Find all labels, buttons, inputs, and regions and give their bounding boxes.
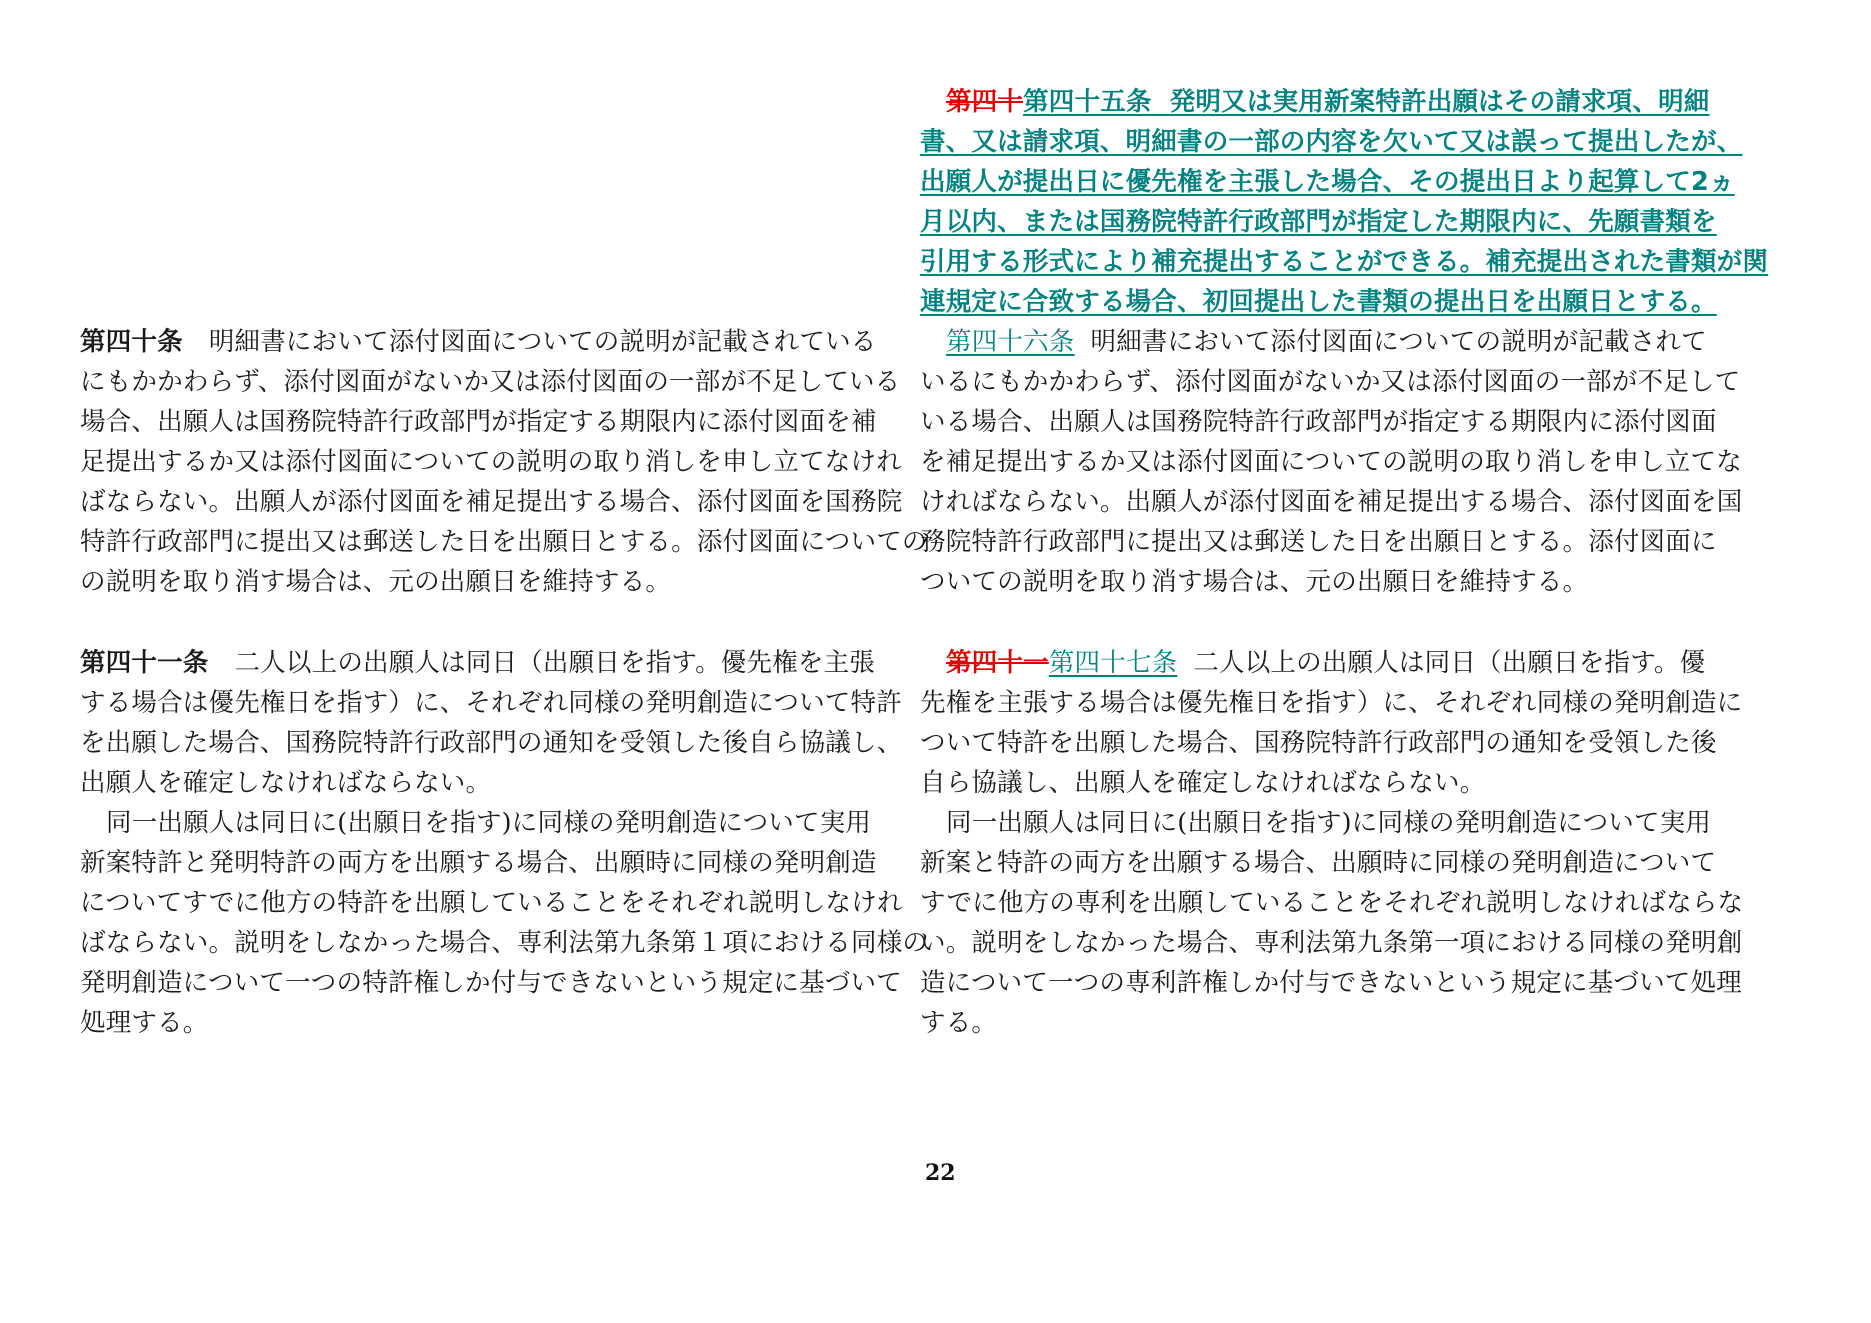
text-line [920, 122, 1750, 162]
page-number: 22 [925, 1160, 956, 1186]
text-line [920, 282, 1750, 322]
text-line [920, 643, 1750, 683]
text-line: 自ら協議し、出願人を確定しなければならない。 [920, 768, 1486, 798]
text-line: する場合は優先権日を指す）に、それぞれ同様の発明創造について特許 [80, 688, 902, 718]
text-line: ついて特許を出願した場合、国務院特許行政部門の通知を受領した後 [920, 728, 1717, 758]
text-line [920, 162, 1750, 202]
text-span: 二人以上の出願人は同日（出願日を指す。優先権を主張 [234, 648, 875, 678]
inserted-text: 引用する形式により補充提出することができる。補充提出された書類が関 [920, 247, 1769, 277]
article-title: 第四十条 [80, 327, 183, 357]
article-40-left [80, 322, 928, 602]
deleted-article-number: 第四十一 [946, 648, 1049, 678]
text-line: 先権を主張する場合は優先権日を指す）に、それぞれ同様の発明創造に [920, 688, 1743, 718]
text-line: にもかかわらず、添付図面がないか又は添付図面の一部が不足している [80, 367, 901, 397]
text-line: 場合、出願人は国務院特許行政部門が指定する期限内に添付図面を補 [80, 407, 877, 437]
article-41-left [80, 643, 929, 1043]
text-line [920, 202, 1750, 242]
text-line: ばならない。出願人が添付図面を補足提出する場合、添付図面を国務院 [80, 487, 903, 517]
text-line: ばならない。説明をしなかった場合、専利法第九条第１項における同様の [80, 928, 929, 958]
text-line [920, 82, 1750, 122]
article-47-right [920, 643, 1750, 1043]
inserted-text: 書、又は請求項、明細書の一部の内容を欠いて又は誤って提出したが、 [920, 127, 1743, 157]
text-line: 出願人を確定しなければならない。 [80, 768, 492, 798]
deleted-article-number: 第四十 [946, 87, 1024, 117]
inserted-text: 発明又は実用新案特許出願はその請求項、明細 [1169, 87, 1710, 117]
text-line: 処理する。 [80, 1008, 209, 1038]
text-span: 明細書において添付図面についての説明が記載されて [1090, 327, 1707, 357]
text-line: の説明を取り消す場合は、元の出願日を維持する。 [80, 567, 672, 597]
text-span: 二人以上の出願人は同日（出願日を指す。優 [1193, 648, 1706, 678]
text-line: 造について一つの専利許権しか付与できないという規定に基づいて処理 [920, 968, 1742, 998]
text-line: い。説明をしなかった場合、専利法第九条第一項における同様の発明創 [920, 928, 1743, 958]
text-line: についてすでに他方の特許を出願していることをそれぞれ説明しなけれ [80, 888, 903, 918]
inserted-article-title: 第四十七条 [1048, 648, 1178, 678]
article-45-right [920, 82, 1769, 322]
text-line: 新案特許と発明特許の両方を出願する場合、出願時に同様の発明創造 [80, 848, 877, 878]
article-title: 第四十一条 [80, 648, 209, 678]
text-line [920, 322, 1750, 362]
inserted-article-title: 第四十六条 [946, 327, 1075, 357]
text-line: いる場合、出願人は国務院特許行政部門が指定する期限内に添付図面 [920, 407, 1717, 437]
text-line: 特許行政部門に提出又は郵送した日を出願日とする。添付図面についての [80, 527, 928, 557]
text-line: 新案と特許の両方を出願する場合、出願時に同様の発明創造について [920, 848, 1717, 878]
text-line: 足提出するか又は添付図面についての説明の取り消しを申し立てなけれ [80, 447, 902, 477]
text-line: ければならない。出願人が添付図面を補足提出する場合、添付図面を国 [920, 487, 1743, 517]
text-line: すでに他方の専利を出願していることをそれぞれ説明しなければならな [920, 888, 1744, 918]
article-46-right [920, 322, 1750, 602]
text-line [80, 643, 910, 683]
text-line: 同一出願人は同日に(出願日を指す)に同様の発明創造について実用 [106, 808, 872, 838]
text-line: いるにもかかわらず、添付図面がないか又は添付図面の一部が不足して [920, 367, 1741, 397]
inserted-article-title: 第四十五条 [1023, 87, 1152, 117]
text-line: を出願した場合、国務院特許行政部門の通知を受領した後自ら協議し、 [80, 728, 903, 758]
text-line: を補足提出するか又は添付図面についての説明の取り消しを申し立てな [920, 447, 1742, 477]
text-line: する。 [920, 1008, 998, 1038]
inserted-text: 出願人が提出日に優先権を主張した場合、その提出日より起算して2ヵ [920, 167, 1735, 197]
inserted-text: 月以内、または国務院特許行政部門が指定した期限内に、先願書類を [920, 207, 1717, 237]
text-line: 発明創造について一つの特許権しか付与できないという規定に基づいて [80, 968, 902, 998]
text-line [80, 322, 910, 362]
inserted-text: 連規定に合致する場合、初回提出した書類の提出日を出願日とする。 [920, 287, 1717, 317]
text-line: ついての説明を取り消す場合は、元の出願日を維持する。 [920, 567, 1589, 597]
text-span: 明細書において添付図面についての説明が記載されている [208, 327, 877, 357]
text-line: 同一出願人は同日に(出願日を指す)に同様の発明創造について実用 [946, 808, 1712, 838]
text-line: 務院特許行政部門に提出又は郵送した日を出願日とする。添付図面に [920, 527, 1717, 557]
inserted-space [1152, 87, 1170, 117]
text-line [920, 242, 1769, 282]
